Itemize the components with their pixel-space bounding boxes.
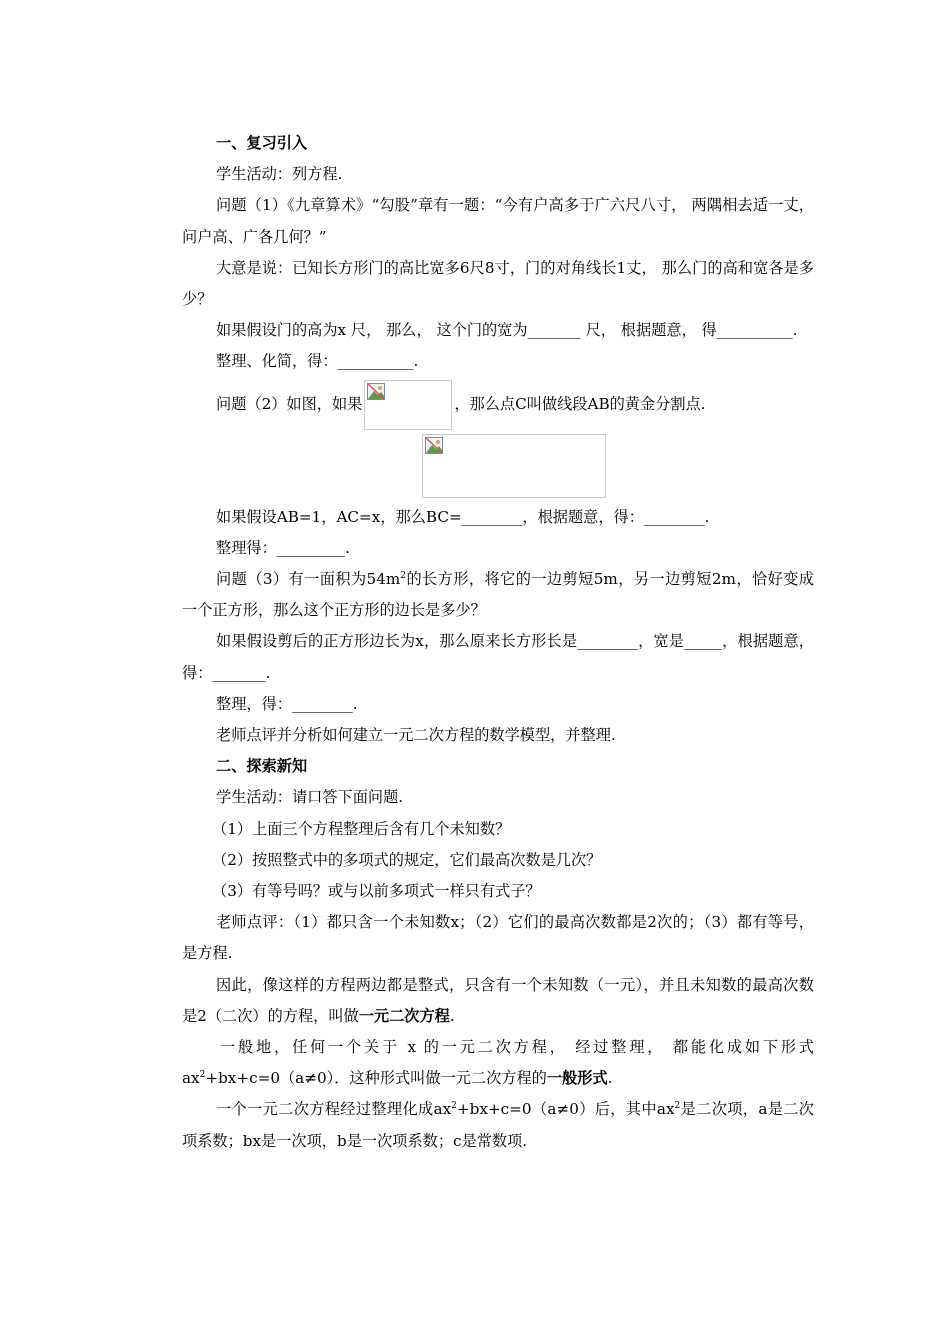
problem-3-assume: 如果假设剪后的正方形边长为x，那么原来长方形长是________，宽是_____，根据题意，得：_______. [182,632,814,682]
problem-1-assume: 如果假设门的高为x 尺， 那么， 这个门的宽为_______ 尺， 根据题意， 得__________. [216,321,798,340]
formula-image-placeholder [364,380,452,430]
broken-image-icon [367,383,385,400]
problem-3: 问题（3）有一面积为$54m^2$的长方形，将它的一边剪短5m，另一边剪短2m，恰好变成一个正方形，那么这个正方形的边长是多少？ [182,570,814,620]
general-form: 一般地，任何一个关于 x 的一元二次方程， 经过整理， 都能化成如下形式 $ax^2+bx+c=0(a\ne 0)$．这种形式叫做一元二次方程的一般形式. [182,1038,814,1088]
problem-1: 问题（1）《九章算术》“勾股”章有一题：“今有户高多于广六尺八寸， 两隅相去适一丈，问户高、广各几何？” [182,196,814,246]
question-item-2: （2）按照整式中的多项式的规定，它们最高次数是几次？ [212,850,602,869]
teacher-analysis: 老师点评并分析如何建立一元二次方程的数学模型，并整理. [216,726,616,745]
problem-3-simplify: 整理，得：________. [216,694,358,713]
definition: 因此，像这样的方程两边都是整式，只含有一个未知数（一元），并且未知数的最高次数是2（二次）的方程，叫做一元二次方程. [182,975,814,1025]
term-quadratic-equation: 一元二次方程 [358,1006,450,1025]
diagram-image-placeholder [422,434,606,498]
problem-2 [182,378,814,430]
student-activity-1: 学生活动：列方程. [216,165,343,184]
problem-1-simplify: 整理、化简，得：__________. [216,352,419,371]
coefficient-explanation: 一个一元二次方程经过整理化成$ax^2+bx+c=0(a\ne 0)$后，其中$ax^2$是二次项，a是二次项系数；bx是一次项，b是一次项系数；c是常数项. [182,1100,814,1150]
document-body [182,128,814,1157]
broken-image-icon [425,437,443,454]
section-heading-review: 一、复习引入 [216,134,308,152]
student-activity-2: 学生活动：请口答下面问题. [216,788,404,807]
problem-2-simplify: 整理得：_________. [216,538,350,557]
term-general-form: 一般形式 [546,1069,608,1088]
problem-1-meaning: 大意是说：已知长方形门的高比宽多6尺8寸，门的对角线长1丈， 那么门的高和宽各是多少？ [182,258,814,309]
problem-2-before: 问题（2）如图，如果 [216,394,363,413]
problem-2-assume: 如果假设AB=1，AC=x，那么BC=________，根据题意，得：________. [216,507,710,526]
question-item-1: （1）上面三个方程整理后含有几个未知数？ [212,819,511,838]
question-item-3: （3）有等号吗？或与以前多项式一样只有式子？ [212,882,541,901]
problem-2-after: ，那么点C叫做线段AB的黄金分割点. [454,394,706,413]
teacher-comment: 老师点评：（1）都只含一个未知数x；（2）它们的最高次数都是2次的；（3）都有等号，是方程. [182,913,814,963]
section-heading-explore: 二、探索新知 [216,757,308,776]
